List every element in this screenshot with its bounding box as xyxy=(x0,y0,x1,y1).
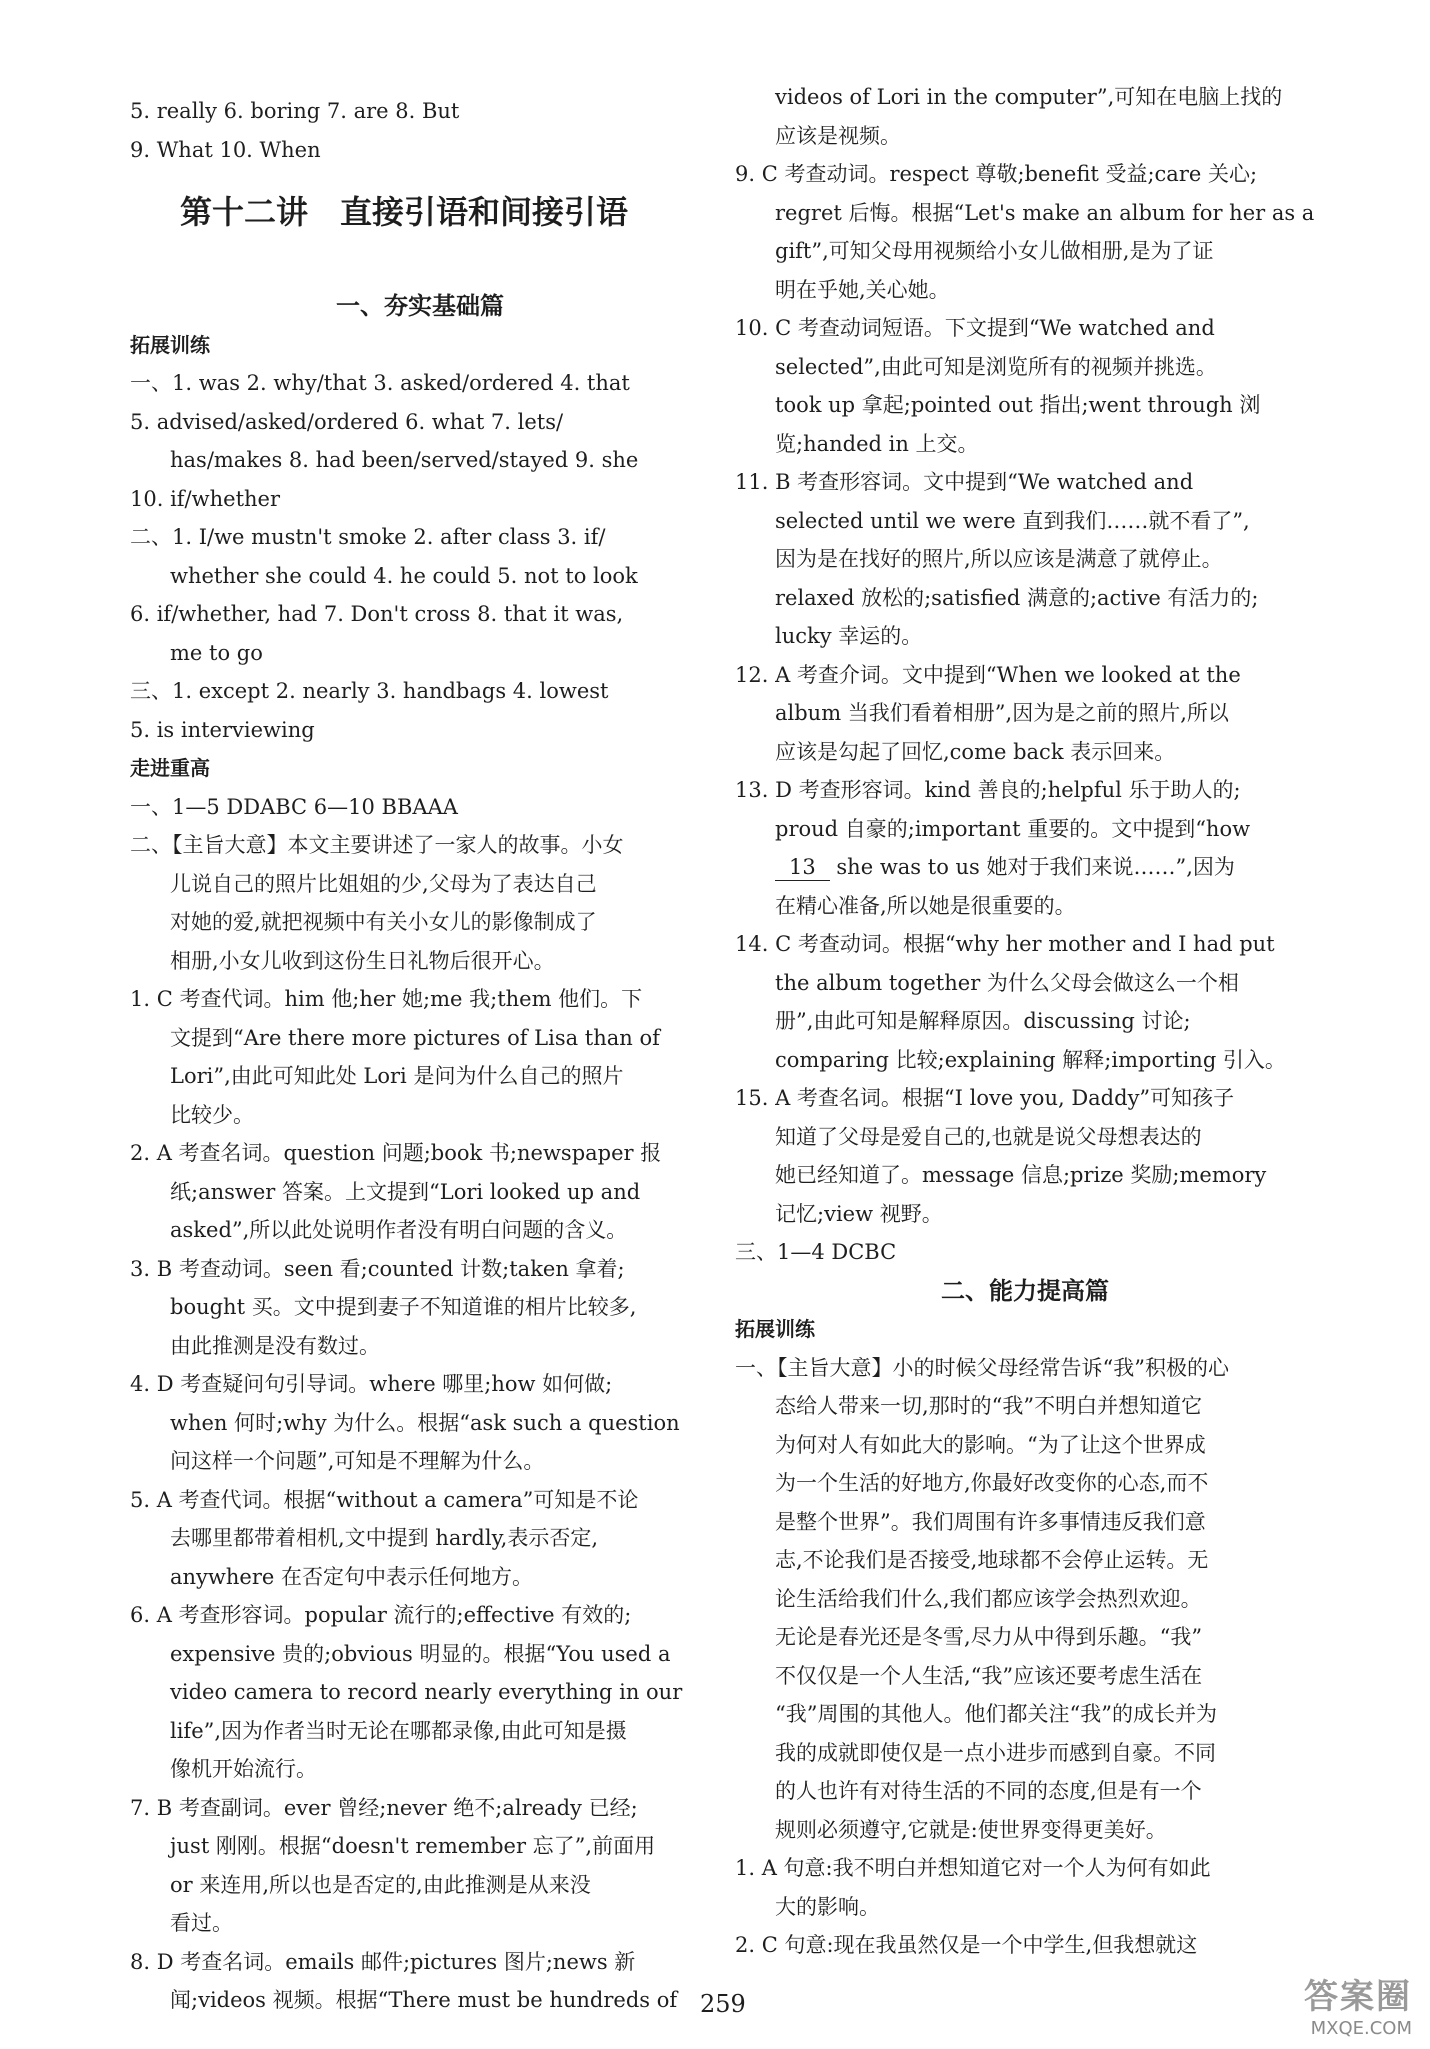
answer-line: 1. C 考查代词。him 他;her 她;me 我;them 他们。下 xyxy=(130,987,643,1011)
answer-line: 问这样一个问题”,可知是不理解为什么。 xyxy=(170,1449,545,1473)
answer-line: 记忆;view 视野。 xyxy=(775,1201,943,1226)
left-column xyxy=(130,92,710,2020)
answer-line: 13. D 考查形容词。kind 善良的;helpful 乐于助人的; xyxy=(735,778,1241,802)
section-heading-basic: 一、夯实基础篇 xyxy=(336,292,504,320)
answer-line: 她已经知道了。message 信息;prize 奖励;memory xyxy=(775,1163,1267,1187)
answer-line: 看过。 xyxy=(170,1911,233,1935)
answer-line: album 当我们看着相册”,因为是之前的照片,所以 xyxy=(775,701,1229,725)
answer-line: 10. if/whether xyxy=(130,486,280,511)
answer-line: 11. B 考查形容词。文中提到“We watched and xyxy=(735,470,1194,494)
answer-line: 明在乎她,关心她。 xyxy=(775,277,950,302)
answer-line: gift”,可知父母用视频给小女儿做相册,是为了证 xyxy=(775,239,1214,263)
answer-line: 册”,由此可知是解释原因。discussing 讨论; xyxy=(775,1009,1191,1033)
blank-number: 13 xyxy=(775,854,830,881)
answer-line: me to go xyxy=(170,640,263,665)
section-heading-advanced: 二、能力提高篇 xyxy=(941,1276,1109,1305)
answer-line: 对她的爱,就把视频中有关小女儿的影像制成了 xyxy=(170,910,597,934)
page-number: 259 xyxy=(700,1990,746,2018)
answer-line: relaxed 放松的;satisfied 满意的;active 有活力的; xyxy=(775,585,1259,610)
answer-line: 7. B 考查副词。ever 曾经;never 绝不;already 已经; xyxy=(130,1795,638,1820)
answer-line-blank: 13 she was to us 她对于我们来说……”,因为 xyxy=(735,848,1315,887)
answer-line: 一、1. was 2. why/that 3. asked/ordered 4. that xyxy=(130,371,630,395)
answer-line: or 来连用,所以也是否定的,由此推测是从来没 xyxy=(170,1872,591,1897)
answer-line: 应该是视频。 xyxy=(775,123,901,148)
answer-line: 在精心准备,所以她是很重要的。 xyxy=(775,893,1076,918)
answer-line: 志,不论我们是否接受,地球都不会停止运转。无 xyxy=(775,1548,1209,1572)
answer-line: 8. D 考查名词。emails 邮件;pictures 图片;news 新 xyxy=(130,1949,636,1974)
answer-line: 10. C 考查动词短语。下文提到“We watched and xyxy=(735,316,1215,340)
answer-line: 二、【主旨大意】本文主要讲述了一家人的故事。小女 xyxy=(130,833,624,857)
watermark-url: MXQE.COM xyxy=(1310,2018,1412,2039)
answer-line: “我”周围的其他人。他们都关注“我”的成长并为 xyxy=(775,1702,1217,1726)
answer-line: 知道了父母是爱自己的,也就是说父母想表达的 xyxy=(775,1124,1202,1149)
answer-line: videos of Lori in the computer”,可知在电脑上找的 xyxy=(775,85,1283,109)
answer-line: 5. really 6. boring 7. are 8. But xyxy=(130,99,460,123)
answer-line: asked”,所以此处说明作者没有明白问题的含义。 xyxy=(170,1218,628,1242)
answer-line: 5. advised/asked/ordered 6. what 7. lets/ xyxy=(130,409,564,434)
answer-line: 由此推测是没有数过。 xyxy=(170,1333,380,1358)
answer-line: life”,因为作者当时无论在哪都录像,由此可知是摄 xyxy=(170,1718,627,1743)
answer-line: 三、1—4 DCBC xyxy=(735,1240,897,1264)
answer-line: 2. A 考查名词。question 问题;book 书;newspaper 报 xyxy=(130,1141,662,1165)
answer-line: 4. D 考查疑问句引导词。where 哪里;how 如何做; xyxy=(130,1372,613,1396)
answer-line: 是整个世界”。我们周围有许多事情违反我们意 xyxy=(775,1509,1206,1534)
answer-line: 不仅仅是一个人生活,“我”应该还要考虑生活在 xyxy=(775,1663,1203,1688)
answer-line: 6. if/whether, had 7. Don't cross 8. that it was, xyxy=(130,602,624,626)
answer-line: 二、1. I/we mustn't smoke 2. after class 3. if/ xyxy=(130,525,606,549)
watermark-logo: 答案圈 xyxy=(1304,1977,1412,2017)
answer-line: 15. A 考查名词。根据“I love you, Daddy”可知孩子 xyxy=(735,1086,1235,1110)
answer-line: 相册,小女儿收到这份生日礼物后很开心。 xyxy=(170,948,555,973)
answer-line: expensive 贵的;obvious 明显的。根据“You used a xyxy=(170,1641,671,1666)
answer-line: 5. A 考查代词。根据“without a camera”可知是不论 xyxy=(130,1487,639,1512)
answer-line: 纸;answer 答案。上文提到“Lori looked up and xyxy=(170,1179,641,1204)
answer-line: bought 买。文中提到妻子不知道谁的相片比较多, xyxy=(170,1295,637,1319)
answer-line: 无论是春光还是冬雪,尽力从中得到乐趣。“我” xyxy=(775,1625,1203,1649)
answer-line: 因为是在找好的照片,所以应该是满意了就停止。 xyxy=(775,547,1223,571)
answer-line: 儿说自己的照片比姐姐的少,父母为了表达自己 xyxy=(170,871,597,896)
answer-line: 闻;videos 视频。根据“There must be hundreds of xyxy=(170,1988,678,2012)
watermark xyxy=(1304,1969,1412,2039)
answer-line: 为一个生活的好地方,你最好改变你的心态,而不 xyxy=(775,1471,1209,1495)
sub-heading-exam: 走进重高 xyxy=(130,756,210,780)
answer-line: 三、1. except 2. nearly 3. handbags 4. lowest xyxy=(130,679,609,703)
answer-line: 我的成就即使仅是一点小进步而感到自豪。不同 xyxy=(775,1740,1216,1765)
answer-line: 12. A 考查介词。文中提到“When we looked at the xyxy=(735,662,1241,687)
answer-line: comparing 比较;explaining 解释;importing 引入。 xyxy=(775,1047,1286,1072)
answer-line: whether she could 4. he could 5. not to look xyxy=(170,563,638,588)
answer-line: 览;handed in 上交。 xyxy=(775,431,979,456)
answer-line: 文提到“Are there more pictures of Lisa than of xyxy=(170,1025,660,1050)
answer-line: proud 自豪的;important 重要的。文中提到“how xyxy=(775,816,1251,841)
answer-line: 态给人带来一切,那时的“我”不明白并想知道它 xyxy=(775,1394,1203,1418)
answer-line: 9. What 10. When xyxy=(130,137,321,162)
answer-line: 6. A 考查形容词。popular 流行的;effective 有效的; xyxy=(130,1603,632,1627)
answer-line: anywhere 在否定句中表示任何地方。 xyxy=(170,1564,533,1589)
answer-line: 去哪里都带着相机,文中提到 hardly,表示否定, xyxy=(170,1526,599,1550)
answer-line: selected until we were 直到我们……就不看了”, xyxy=(775,508,1250,533)
answer-line: the album together 为什么父母会做这么一个相 xyxy=(775,970,1239,995)
answer-line: has/makes 8. had been/served/stayed 9. she xyxy=(170,448,639,472)
answer-line: 像机开始流行。 xyxy=(170,1757,317,1781)
answer-line: 为何对人有如此大的影响。“为了让这个世界成 xyxy=(775,1432,1206,1457)
answer-line: 的人也许有对待生活的不同的态度,但是有一个 xyxy=(775,1779,1202,1803)
right-column xyxy=(735,78,1315,1965)
answer-line: took up 拿起;pointed out 指出;went through 浏 xyxy=(775,393,1261,417)
chapter-title: 第十二讲 直接引语和间接引语 xyxy=(180,193,629,231)
answer-line: 2. C 句意:现在我虽然仅是一个中学生,但我想就这 xyxy=(735,1933,1198,1957)
answer-line: selected”,由此可知是浏览所有的视频并挑选。 xyxy=(775,354,1217,379)
answer-line: Lori”,由此可知此处 Lori 是问为什么自己的照片 xyxy=(170,1064,624,1088)
answer-line: video camera to record nearly everything in our xyxy=(170,1680,683,1704)
answer-line: 9. C 考查动词。respect 尊敬;benefit 受益;care 关心; xyxy=(735,162,1258,186)
answer-line: just 刚刚。根据“doesn't remember 忘了”,前面用 xyxy=(170,1834,656,1858)
answer-line: 3. B 考查动词。seen 看;counted 计数;taken 拿着; xyxy=(130,1256,625,1281)
answer-line: regret 后悔。根据“Let's make an album for her as a xyxy=(775,200,1315,225)
answer-line: 应该是勾起了回忆,come back 表示回来。 xyxy=(775,739,1176,764)
answer-line: 大的影响。 xyxy=(775,1894,880,1919)
answer-line: 5. is interviewing xyxy=(130,717,315,742)
answer-line: when 何时;why 为什么。根据“ask such a question xyxy=(170,1410,680,1435)
sub-heading-extend-2: 拓展训练 xyxy=(735,1317,815,1341)
answer-line: 一、1—5 DDABC 6—10 BBAAA xyxy=(130,794,458,819)
answer-line: 规则必须遵守,它就是:使世界变得更美好。 xyxy=(775,1817,1167,1842)
answer-line: 14. C 考查动词。根据“why her mother and I had put xyxy=(735,932,1275,956)
sub-heading-extend: 拓展训练 xyxy=(130,332,210,357)
answer-line: 一、【主旨大意】小的时候父母经常告诉“我”积极的心 xyxy=(735,1355,1229,1380)
answer-line: 1. A 句意:我不明白并想知道它对一个人为何有如此 xyxy=(735,1856,1211,1880)
answer-line: 比较少。 xyxy=(170,1102,254,1127)
answer-line: lucky 幸运的。 xyxy=(775,624,923,648)
answer-line: 论生活给我们什么,我们都应该学会热烈欢迎。 xyxy=(775,1586,1202,1611)
